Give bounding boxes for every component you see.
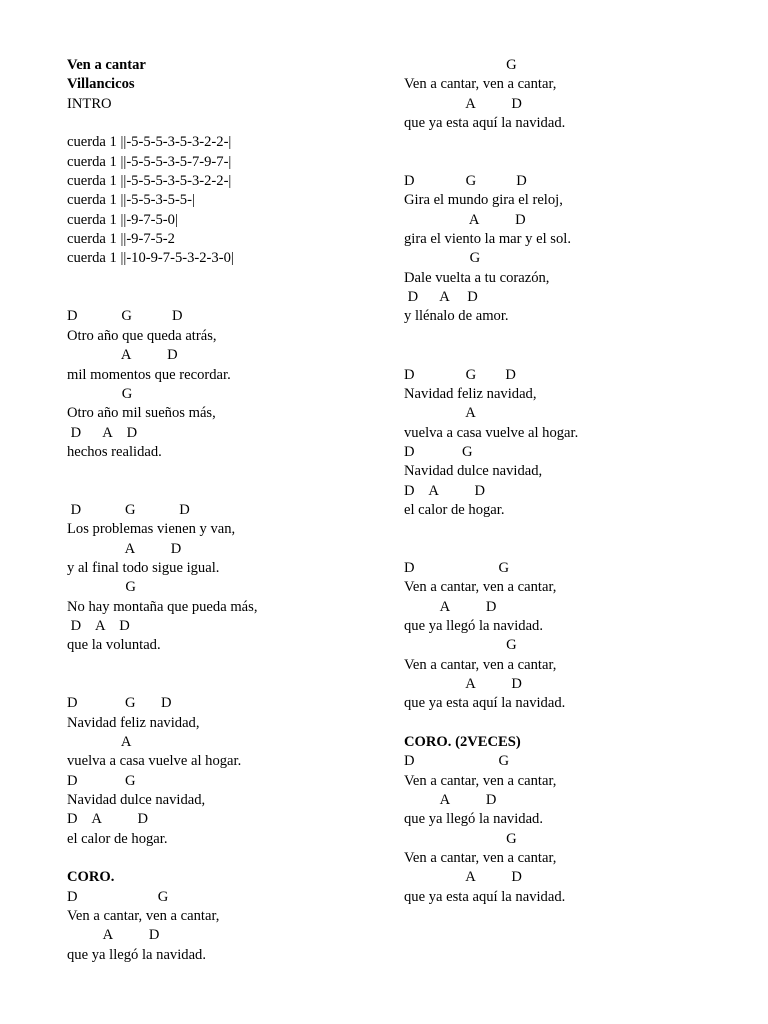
left-line (67, 482, 397, 501)
right-line: A D (404, 598, 497, 615)
right-line: Dale vuelta a tu corazón, (404, 269, 550, 286)
right-line (404, 520, 754, 539)
right-line: el calor de hogar. (404, 501, 505, 518)
left-line: D G D (67, 501, 190, 518)
right-line: G (404, 830, 517, 847)
left-line: D G D (67, 695, 172, 712)
left-line (67, 269, 397, 288)
left-line: cuerda 1 ||-5-5-5-3-5-3-2-2-| (67, 173, 232, 190)
left-line: Los problemas vienen y van, (67, 521, 236, 538)
left-line: el calor de hogar. (67, 830, 168, 847)
right-line: Navidad dulce navidad, (404, 463, 543, 480)
right-line (404, 133, 754, 152)
left-line: cuerda 1 ||-5-5-5-3-5-7-9-7-| (67, 153, 232, 170)
left-line (67, 656, 397, 675)
left-line: cuerda 1 ||-5-5-5-3-5-3-2-2-| (67, 134, 232, 151)
right-line: que ya llegó la navidad. (404, 617, 543, 634)
right-line: D G D (404, 366, 516, 383)
right-column (404, 56, 754, 907)
left-line: A D (67, 347, 178, 364)
left-heading: Ven a cantar (67, 57, 146, 73)
right-heading: CORO. (2VECES) (404, 734, 521, 751)
right-line: que ya llegó la navidad. (404, 811, 543, 828)
left-line: G (67, 579, 136, 596)
right-line: que ya esta aquí la navidad. (404, 695, 566, 712)
right-line: A D (404, 676, 522, 692)
right-line: D A D (404, 482, 486, 499)
right-line: Navidad feliz navidad, (404, 385, 537, 402)
right-line: A D (404, 95, 522, 112)
right-line (404, 540, 754, 559)
right-line: Ven a cantar, ven a cantar, (404, 579, 557, 596)
right-line: D G D (404, 173, 527, 190)
right-line (404, 327, 754, 346)
left-line: A D (67, 927, 160, 944)
right-line: A (404, 405, 476, 422)
left-line: hechos realidad. (67, 443, 162, 460)
right-line: Ven a cantar, ven a cantar, (404, 850, 557, 867)
right-line: Ven a cantar, ven a cantar, (404, 76, 557, 93)
right-line: D G (404, 753, 509, 770)
right-line: D G (404, 443, 473, 460)
left-line: A D (67, 540, 182, 557)
left-heading: Villancicos (67, 76, 135, 93)
right-line (404, 346, 754, 365)
left-line: D G (67, 888, 169, 905)
right-line: que ya esta aquí la navidad. (404, 888, 566, 905)
left-line: y al final todo sigue igual. (67, 559, 220, 576)
left-line (67, 114, 397, 133)
left-line (67, 675, 397, 694)
left-line: cuerda 1 ||-5-5-3-5-5-| (67, 192, 195, 209)
right-line (404, 153, 754, 172)
left-line: que ya llegó la navidad. (67, 946, 206, 963)
right-line: Ven a cantar, ven a cantar, (404, 772, 557, 789)
right-line: vuelva a casa vuelve al hogar. (404, 424, 579, 441)
right-line: G (404, 57, 517, 73)
right-line: Gira el mundo gira el reloj, (404, 192, 563, 209)
right-line (404, 714, 754, 733)
left-line: D G (67, 772, 136, 789)
left-column (67, 56, 397, 965)
left-line: INTRO (67, 95, 112, 112)
left-line: G (67, 385, 133, 402)
right-line: A D (404, 792, 497, 809)
left-line: Navidad dulce navidad, (67, 792, 206, 809)
right-line: gira el viento la mar y el sol. (404, 231, 571, 248)
left-line: D A D (67, 424, 138, 441)
left-line: vuelva a casa vuelve al hogar. (67, 753, 242, 770)
left-line: D G D (67, 308, 183, 325)
left-line: Otro año mil sueños más, (67, 405, 216, 422)
right-line: A D (404, 211, 526, 228)
right-line: A D (404, 869, 522, 886)
left-line: cuerda 1 ||-9-7-5-0| (67, 211, 178, 228)
left-heading: CORO. (67, 869, 115, 886)
left-line: cuerda 1 ||-9-7-5-2 (67, 231, 175, 248)
left-line: que la voluntad. (67, 637, 161, 654)
right-line: D G (404, 559, 509, 576)
left-line: Navidad feliz navidad, (67, 714, 200, 731)
left-line (67, 849, 397, 868)
right-line: y llénalo de amor. (404, 308, 509, 325)
left-line: mil momentos que recordar. (67, 366, 231, 383)
left-line: A (67, 734, 132, 751)
left-line (67, 288, 397, 307)
left-line (67, 462, 397, 481)
left-line: D A D (67, 811, 149, 828)
right-line: G (404, 637, 517, 654)
right-line: D A D (404, 289, 478, 306)
left-line: D A D (67, 617, 130, 634)
right-line: que ya esta aquí la navidad. (404, 115, 566, 132)
right-line: G (404, 250, 481, 267)
left-line: No hay montaña que pueda más, (67, 598, 258, 615)
left-line: Otro año que queda atrás, (67, 327, 217, 344)
left-line: cuerda 1 ||-10-9-7-5-3-2-3-0| (67, 250, 234, 267)
right-line: Ven a cantar, ven a cantar, (404, 656, 557, 673)
left-line: Ven a cantar, ven a cantar, (67, 908, 220, 925)
